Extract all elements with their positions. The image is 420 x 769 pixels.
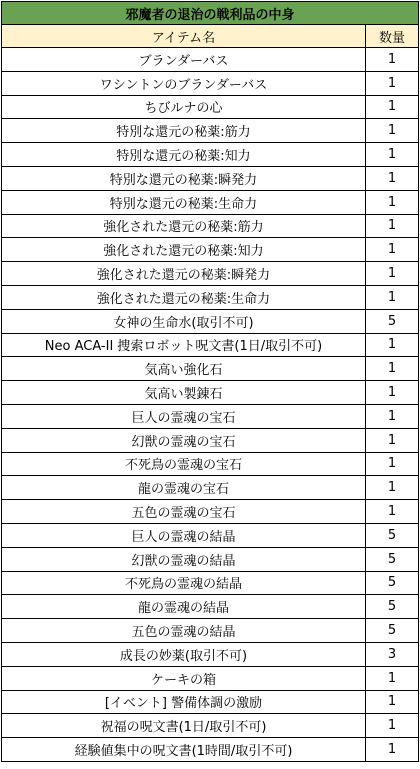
table-row [2,619,419,643]
item-quantity: 5 [366,547,419,571]
table-row [2,404,419,428]
table-row [2,690,419,714]
item-quantity: 1 [366,690,419,714]
item-name: 特別な還元の秘薬:生命力 [2,190,366,214]
item-name: 幻獣の霊魂の結晶 [2,547,366,571]
item-quantity: 1 [366,238,419,262]
item-name: 巨人の霊魂の結晶 [2,523,366,547]
item-quantity: 1 [366,262,419,286]
table-row [2,476,419,500]
item-quantity: 1 [366,452,419,476]
item-quantity: 1 [366,95,419,119]
table-row [2,238,419,262]
table-row [2,119,419,143]
item-name: Neo ACA-II 捜索ロボット呪文書(1日/取引不可) [2,333,366,357]
table-row [2,309,419,333]
item-quantity: 1 [366,71,419,95]
item-quantity: 5 [366,309,419,333]
table-title-row [2,2,419,25]
table-row [2,452,419,476]
table-row [2,428,419,452]
item-name: 五色の霊魂の結晶 [2,619,366,643]
item-name: 成長の妙薬(取引不可) [2,642,366,666]
table-title: 邪魔者の退治の戦利品の中身 [2,2,419,25]
item-quantity: 1 [366,166,419,190]
loot-table [1,1,419,762]
item-quantity: 1 [366,404,419,428]
item-name: 不死鳥の霊魂の宝石 [2,452,366,476]
item-name: 強化された還元の秘薬:知力 [2,238,366,262]
header-row [2,25,419,48]
item-name: ワシントンのブランダーバス [2,71,366,95]
table-row [2,95,419,119]
item-quantity: 5 [366,619,419,643]
item-quantity: 1 [366,333,419,357]
item-quantity: 5 [366,571,419,595]
table-row [2,333,419,357]
item-name: 強化された還元の秘薬:筋力 [2,214,366,238]
table-row [2,166,419,190]
item-name: 祝福の呪文書(1日/取引不可) [2,714,366,738]
item-name: 特別な還元の秘薬:知力 [2,143,366,167]
items-body [2,48,419,762]
item-name: 龍の霊魂の結晶 [2,595,366,619]
item-quantity: 1 [366,190,419,214]
item-name: 強化された還元の秘薬:瞬発力 [2,262,366,286]
table-row [2,547,419,571]
table-row [2,595,419,619]
item-quantity: 1 [366,738,419,762]
item-name: 巨人の霊魂の宝石 [2,404,366,428]
item-quantity: 1 [366,357,419,381]
table-row [2,143,419,167]
item-quantity: 3 [366,642,419,666]
item-name: 五色の霊魂の宝石 [2,500,366,524]
item-quantity: 1 [366,285,419,309]
item-name: 特別な還元の秘薬:筋力 [2,119,366,143]
item-quantity: 1 [366,214,419,238]
table-row [2,500,419,524]
table-row [2,357,419,381]
table-row [2,642,419,666]
item-name: 気高い強化石 [2,357,366,381]
header-item-name: アイテム名 [2,25,366,48]
loot-table-container [1,1,419,762]
item-quantity: 5 [366,595,419,619]
item-name: 女神の生命水(取引不可) [2,309,366,333]
item-name: 幻獣の霊魂の宝石 [2,428,366,452]
item-name: 経験値集中の呪文書(1時間/取引不可) [2,738,366,762]
item-quantity: 5 [366,523,419,547]
table-row [2,666,419,690]
table-row [2,285,419,309]
item-quantity: 1 [366,381,419,405]
table-row [2,571,419,595]
item-name: 龍の霊魂の宝石 [2,476,366,500]
item-quantity: 1 [366,714,419,738]
table-row [2,190,419,214]
item-name: ケーキの箱 [2,666,366,690]
item-name: 特別な還元の秘薬:瞬発力 [2,166,366,190]
item-quantity: 1 [366,143,419,167]
item-quantity: 1 [366,666,419,690]
item-name: 気高い製錬石 [2,381,366,405]
item-name: [イベント] 警備体調の激励 [2,690,366,714]
table-row [2,714,419,738]
table-row [2,71,419,95]
item-name: 不死鳥の霊魂の結晶 [2,571,366,595]
item-name: ちびルナの心 [2,95,366,119]
item-quantity: 1 [366,476,419,500]
header-quantity: 数量 [366,25,419,48]
item-quantity: 1 [366,48,419,72]
table-row [2,48,419,72]
item-name: ブランダーバス [2,48,366,72]
table-row [2,214,419,238]
table-row [2,262,419,286]
item-quantity: 1 [366,500,419,524]
item-quantity: 1 [366,428,419,452]
table-row [2,523,419,547]
table-row [2,738,419,762]
item-quantity: 1 [366,119,419,143]
item-name: 強化された還元の秘薬:生命力 [2,285,366,309]
table-row [2,381,419,405]
